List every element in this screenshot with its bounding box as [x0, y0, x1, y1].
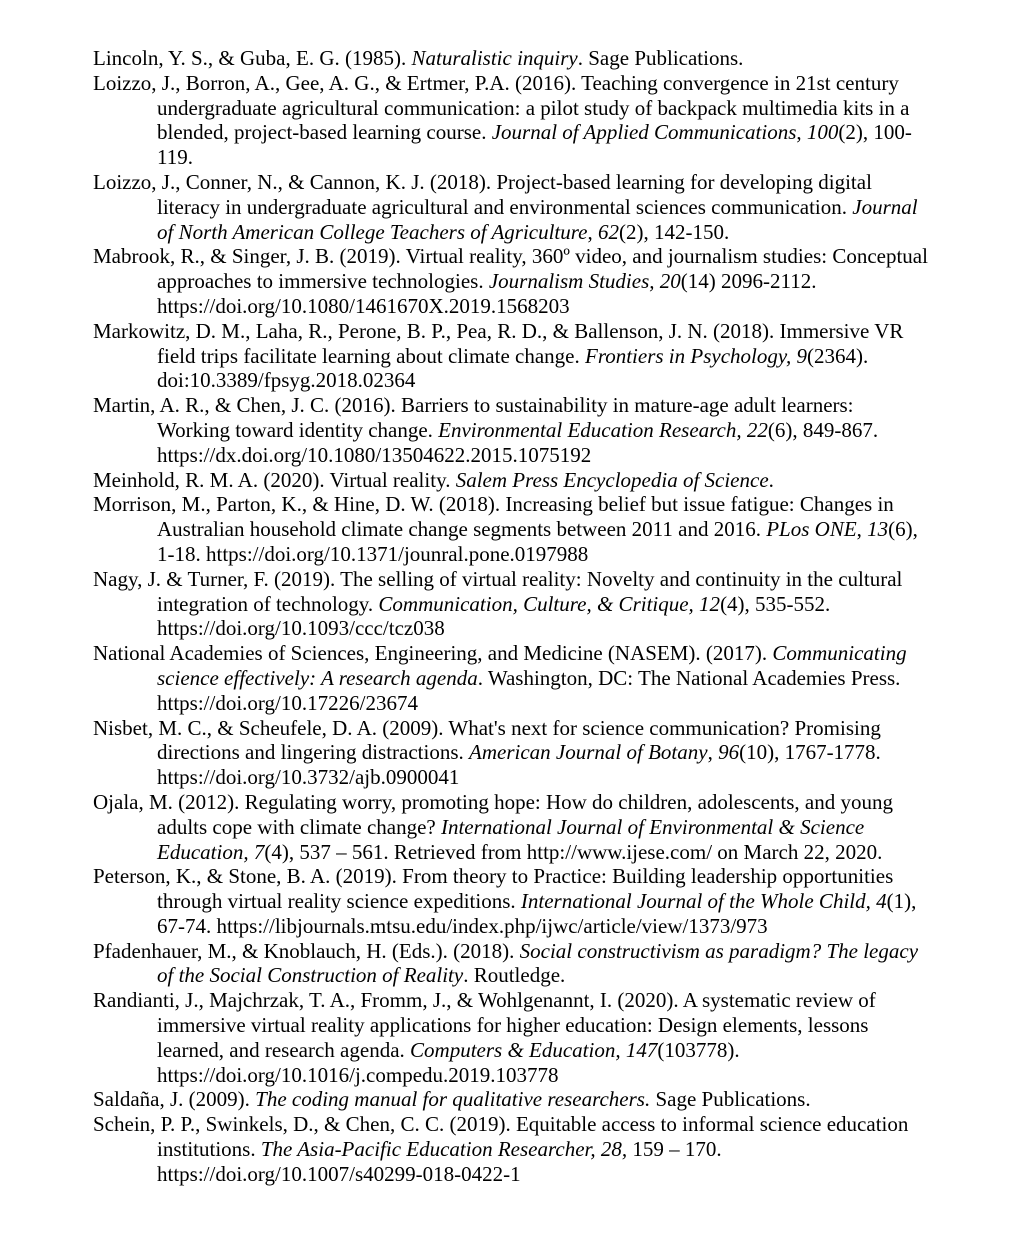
reference-text-run: Sage Publications.: [650, 1087, 811, 1112]
reference-text-run: 96: [718, 740, 740, 765]
reference-text-run: (1), 67-74. https://libjournals.mtsu.edu/index.php/ijwc/article/view/1373/973: [157, 889, 917, 938]
reference-text-run: (2), 142-150.: [618, 219, 730, 244]
reference-text-run: Frontiers in Psychology, 9: [585, 343, 808, 368]
reference-text-run: (6), 849-867. https://dx.doi.org/10.1080/13504622.2015.1075192: [157, 417, 879, 467]
reference-text-run: Ojala, M. (2012). Regulating worry, promoting hope: How do children, adolescents, and young adults cope with climate change?: [93, 789, 893, 839]
reference-text-run: (4), 535-552. https://doi.org/10.1093/ccc/tcz038: [157, 591, 831, 641]
reference-text-run: Morrison, M., Parton, K., & Hine, D. W. (2018). Increasing belief but issue fatigue: Changes in Australian household climate change segments between 2011 and 2016.: [93, 492, 894, 542]
reference-text-run: Markowitz, D. M., Laha, R., Perone, B. P., Pea, R. D., & Ballenson, J. N. (2018). Immersive VR field trips facilitate learning about climate change.: [93, 318, 904, 368]
reference-entry: [93, 393, 928, 467]
reference-entry: [93, 567, 928, 641]
reference-text-run: Mabrook, R., & Singer, J. B. (2019). Virtual reality, 360º video, and journalism studies: Conceptual approaches to immersive technologies.: [93, 244, 928, 294]
reference-entry: [93, 641, 928, 715]
reference-text-run: (2364). doi:10.3389/fpsyg.2018.02364: [157, 343, 869, 393]
reference-text-run: (103778). https://doi.org/10.1016/j.compedu.2019.103778: [157, 1037, 740, 1087]
reference-entry: [93, 244, 928, 318]
reference-text-run: Schein, P. P., Swinkels, D., & Chen, C. C. (2019). Equitable access to informal science education institutions.: [93, 1112, 909, 1162]
reference-text-run: Lincoln, Y. S., & Guba, E. G. (1985).: [93, 46, 412, 70]
reference-text-run: ,: [796, 120, 807, 145]
reference-text-run: 100: [806, 120, 839, 145]
reference-text-run: Martin, A. R., & Chen, J. C. (2016). Barriers to sustainability in mature-age adult learners: Working toward identity change.: [93, 393, 854, 442]
reference-entry: [93, 939, 928, 989]
reference-text-run: Communication, Culture, & Critique, 12: [378, 591, 721, 616]
reference-text-run: . Routledge.: [463, 963, 566, 988]
reference-text-run: Salem Press Encyclopedia of Science: [455, 467, 769, 492]
reference-text-run: Journal of Applied Communications: [491, 120, 797, 145]
reference-entry: [93, 1087, 928, 1112]
reference-text-run: 13: [867, 517, 889, 542]
reference-text-run: ,: [856, 517, 868, 542]
reference-text-run: Journal of North American College Teachers of Agriculture: [157, 194, 918, 244]
reference-entry: [93, 716, 928, 790]
reference-text-run: Communicating science effectively: A research agenda: [157, 641, 907, 690]
reference-text-run: (6), 1-18. https://doi.org/10.1371/jounral.pone.0197988: [157, 517, 918, 566]
reference-text-run: Peterson, K., & Stone, B. A. (2019). From theory to Practice: Building leadership opportunities through virtual reality science expeditions.: [93, 864, 894, 914]
reference-text-run: Naturalistic inquiry: [411, 46, 578, 70]
reference-text-run: Loizzo, J., Borron, A., Gee, A. G., & Ertmer, P.A. (2016). Teaching convergence in 21st century undergraduate agricultural communication: a pilot study of backpack multimedia kits in a blended, project-based learning course.: [93, 70, 910, 145]
reference-text-run: The coding manual for qualitative researchers.: [255, 1087, 651, 1112]
reference-text-run: Environmental Education Research, 22: [438, 417, 768, 442]
reference-text-run: Loizzo, J., Conner, N., & Cannon, K. J. (2018). Project-based learning for developing digital literacy in undergraduate agricultural and environmental sciences communication.: [93, 169, 872, 219]
reference-text-run: (2), 100-119.: [157, 120, 912, 170]
reference-text-run: ,: [587, 219, 598, 244]
references-list: [93, 46, 928, 1187]
reference-entry: [93, 864, 928, 938]
reference-text-run: Journalism Studies, 20: [488, 269, 681, 294]
reference-text-run: ,: [707, 740, 719, 765]
reference-text-run: 62: [597, 219, 619, 244]
reference-text-run: (4), 537 – 561. Retrieved from http://www.ijese.com/ on March 22, 2020.: [264, 839, 883, 864]
reference-text-run: . Sage Publications.: [577, 46, 744, 70]
reference-text-run: Computers & Education, 147: [410, 1037, 658, 1062]
reference-text-run: (14) 2096-2112. https://doi.org/10.1080/1461670X.2019.1568203: [157, 269, 817, 318]
reference-text-run: Saldaña, J. (2009).: [93, 1087, 256, 1112]
reference-text-run: . Washington, DC: The National Academies Press. https://doi.org/10.17226/23674: [157, 665, 901, 715]
reference-text-run: .: [768, 467, 774, 492]
reference-entry: [93, 46, 928, 71]
reference-entry: [93, 790, 928, 864]
reference-text-run: National Academies of Sciences, Engineering, and Medicine (NASEM). (2017).: [93, 641, 773, 666]
reference-text-run: Pfadenhauer, M., & Knoblauch, H. (Eds.). (2018).: [93, 938, 520, 963]
reference-text-run: Nisbet, M. C., & Scheufele, D. A. (2009). What's next for science communication? Promising directions and lingering distractions.: [93, 715, 881, 765]
reference-entry: [93, 468, 928, 493]
reference-text-run: Randianti, J., Majchrzak, T. A., Fromm, J., & Wohlgenannt, I. (2020). A systematic review of immersive virtual reality applications for higher education: Design elements, lessons learned, and research agenda.: [93, 988, 876, 1062]
reference-text-run: International Journal of Environmental & Science Education, 7: [157, 814, 865, 864]
reference-text-run: Nagy, J. & Turner, F. (2019). The selling of virtual reality: Novelty and continuity in the cultural integration of technology.: [93, 566, 903, 616]
reference-text-run: International Journal of the Whole Child, 4: [520, 889, 887, 914]
reference-text-run: 159 – 170. https://doi.org/10.1007/s40299-018-0422-1: [157, 1137, 722, 1186]
reference-text-run: (10), 1767-1778. https://doi.org/10.3732/ajb.0900041: [157, 740, 881, 790]
reference-text-run: American Journal of Botany: [469, 740, 708, 765]
reference-entry: [93, 988, 928, 1087]
reference-text-run: Meinhold, R. M. A. (2020). Virtual reality.: [93, 467, 456, 492]
reference-entry: [93, 319, 928, 393]
reference-entry: [93, 492, 928, 566]
reference-entry: [93, 71, 928, 170]
reference-text-run: Social constructivism as paradigm? The legacy of the Social Construction of Reality: [157, 938, 919, 988]
reference-entry: [93, 1112, 928, 1186]
reference-text-run: The Asia-Pacific Education Researcher, 28,: [260, 1137, 628, 1162]
reference-text-run: PLos ONE: [766, 517, 857, 542]
reference-entry: [93, 170, 928, 244]
